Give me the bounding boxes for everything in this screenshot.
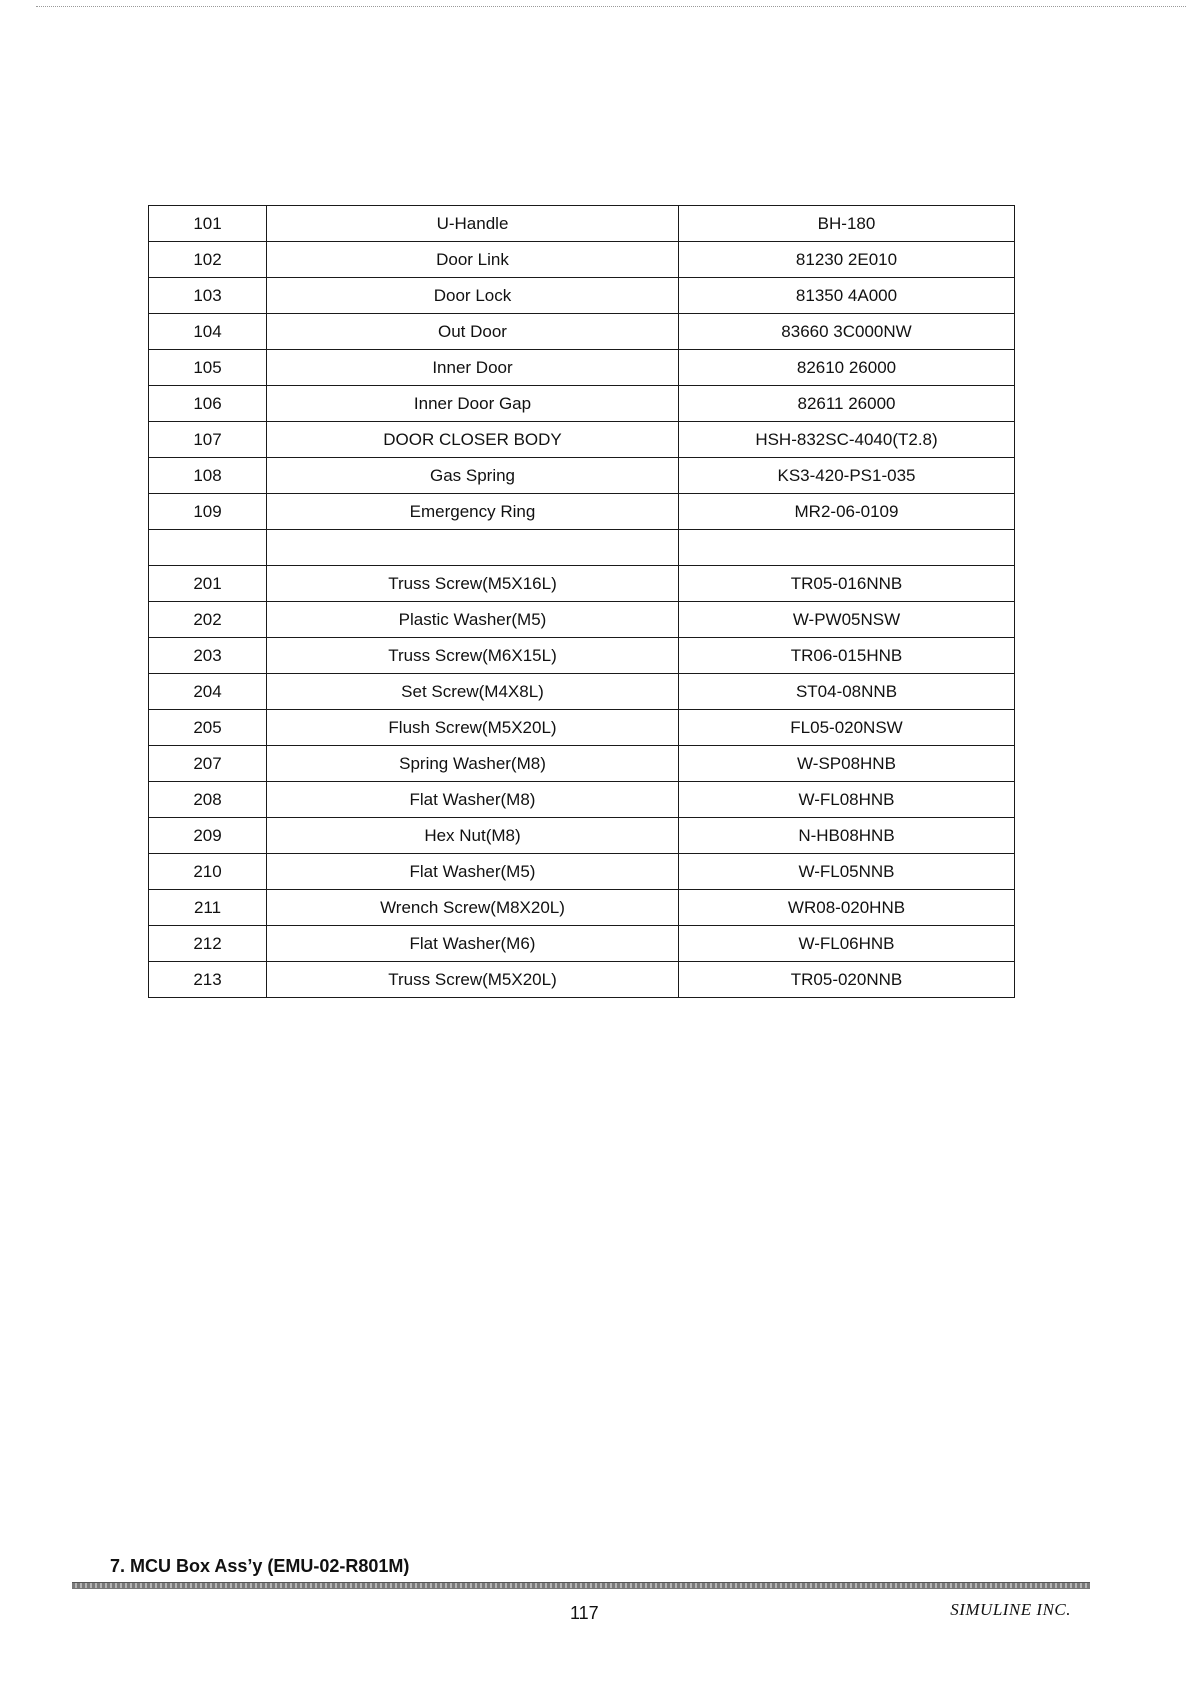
table-row [149, 494, 1015, 530]
table-row [149, 278, 1015, 314]
part-name-cell: Door Lock [267, 278, 679, 314]
part-name-cell: Wrench Screw(M8X20L) [267, 890, 679, 926]
item-number-cell: 107 [149, 422, 267, 458]
table-row [149, 350, 1015, 386]
item-number-cell: 203 [149, 638, 267, 674]
item-number-cell [149, 530, 267, 566]
part-name-cell: Truss Screw(M5X16L) [267, 566, 679, 602]
part-number-cell: TR05-020NNB [679, 962, 1015, 998]
item-number-cell: 104 [149, 314, 267, 350]
table-row [149, 818, 1015, 854]
parts-table [148, 205, 1015, 998]
item-number-cell: 210 [149, 854, 267, 890]
item-number-cell: 105 [149, 350, 267, 386]
part-number-cell: ST04-08NNB [679, 674, 1015, 710]
item-number-cell: 209 [149, 818, 267, 854]
part-name-cell: Spring Washer(M8) [267, 746, 679, 782]
part-name-cell: Inner Door [267, 350, 679, 386]
table-row [149, 926, 1015, 962]
part-name-cell: DOOR CLOSER BODY [267, 422, 679, 458]
table-row [149, 602, 1015, 638]
part-number-cell [679, 530, 1015, 566]
part-number-cell: HSH-832SC-4040(T2.8) [679, 422, 1015, 458]
item-number-cell: 211 [149, 890, 267, 926]
part-number-cell: BH-180 [679, 206, 1015, 242]
company-name: SIMULINE INC. [950, 1600, 1071, 1619]
part-number-cell: 81350 4A000 [679, 278, 1015, 314]
part-number-cell: W-FL06HNB [679, 926, 1015, 962]
part-number-cell: TR06-015HNB [679, 638, 1015, 674]
item-number-cell: 106 [149, 386, 267, 422]
part-number-cell: 82611 26000 [679, 386, 1015, 422]
table-row [149, 638, 1015, 674]
table-row [149, 458, 1015, 494]
table-row [149, 566, 1015, 602]
part-name-cell: Emergency Ring [267, 494, 679, 530]
part-name-cell: Truss Screw(M6X15L) [267, 638, 679, 674]
table-row [149, 422, 1015, 458]
item-number-cell: 202 [149, 602, 267, 638]
part-number-cell: KS3-420-PS1-035 [679, 458, 1015, 494]
part-name-cell: U-Handle [267, 206, 679, 242]
page-number: 117 [570, 1603, 599, 1623]
item-number-cell: 204 [149, 674, 267, 710]
item-number-cell: 213 [149, 962, 267, 998]
top-scan-edge [36, 6, 1186, 7]
table-row [149, 206, 1015, 242]
part-name-cell: Inner Door Gap [267, 386, 679, 422]
part-name-cell: Flat Washer(M6) [267, 926, 679, 962]
part-name-cell: Flush Screw(M5X20L) [267, 710, 679, 746]
table-row [149, 386, 1015, 422]
item-number-cell: 205 [149, 710, 267, 746]
item-number-cell: 108 [149, 458, 267, 494]
part-name-cell: Hex Nut(M8) [267, 818, 679, 854]
part-name-cell: Plastic Washer(M5) [267, 602, 679, 638]
part-name-cell: Truss Screw(M5X20L) [267, 962, 679, 998]
table-row [149, 854, 1015, 890]
parts-table-body [149, 206, 1015, 998]
item-number-cell: 102 [149, 242, 267, 278]
section-title: 7. MCU Box Ass’y (EMU-02-R801M) [110, 1556, 410, 1576]
part-number-cell: 82610 26000 [679, 350, 1015, 386]
item-number-cell: 101 [149, 206, 267, 242]
item-number-cell: 208 [149, 782, 267, 818]
part-name-cell: Gas Spring [267, 458, 679, 494]
part-number-cell: N-HB08HNB [679, 818, 1015, 854]
table-row [149, 710, 1015, 746]
part-name-cell: Out Door [267, 314, 679, 350]
part-name-cell [267, 530, 679, 566]
part-number-cell: WR08-020HNB [679, 890, 1015, 926]
item-number-cell: 201 [149, 566, 267, 602]
table-row [149, 530, 1015, 566]
part-number-cell: MR2-06-0109 [679, 494, 1015, 530]
item-number-cell: 103 [149, 278, 267, 314]
table-row [149, 890, 1015, 926]
table-row [149, 746, 1015, 782]
item-number-cell: 207 [149, 746, 267, 782]
footer-rule [72, 1582, 1090, 1589]
table-row [149, 962, 1015, 998]
table-row [149, 674, 1015, 710]
part-name-cell: Set Screw(M4X8L) [267, 674, 679, 710]
part-name-cell: Flat Washer(M8) [267, 782, 679, 818]
part-number-cell: W-FL05NNB [679, 854, 1015, 890]
part-number-cell: 81230 2E010 [679, 242, 1015, 278]
item-number-cell: 212 [149, 926, 267, 962]
part-name-cell: Flat Washer(M5) [267, 854, 679, 890]
part-number-cell: W-SP08HNB [679, 746, 1015, 782]
part-number-cell: 83660 3C000NW [679, 314, 1015, 350]
part-number-cell: FL05-020NSW [679, 710, 1015, 746]
table-row [149, 782, 1015, 818]
table-row [149, 242, 1015, 278]
part-number-cell: W-FL08HNB [679, 782, 1015, 818]
table-row [149, 314, 1015, 350]
part-name-cell: Door Link [267, 242, 679, 278]
part-number-cell: W-PW05NSW [679, 602, 1015, 638]
part-number-cell: TR05-016NNB [679, 566, 1015, 602]
item-number-cell: 109 [149, 494, 267, 530]
